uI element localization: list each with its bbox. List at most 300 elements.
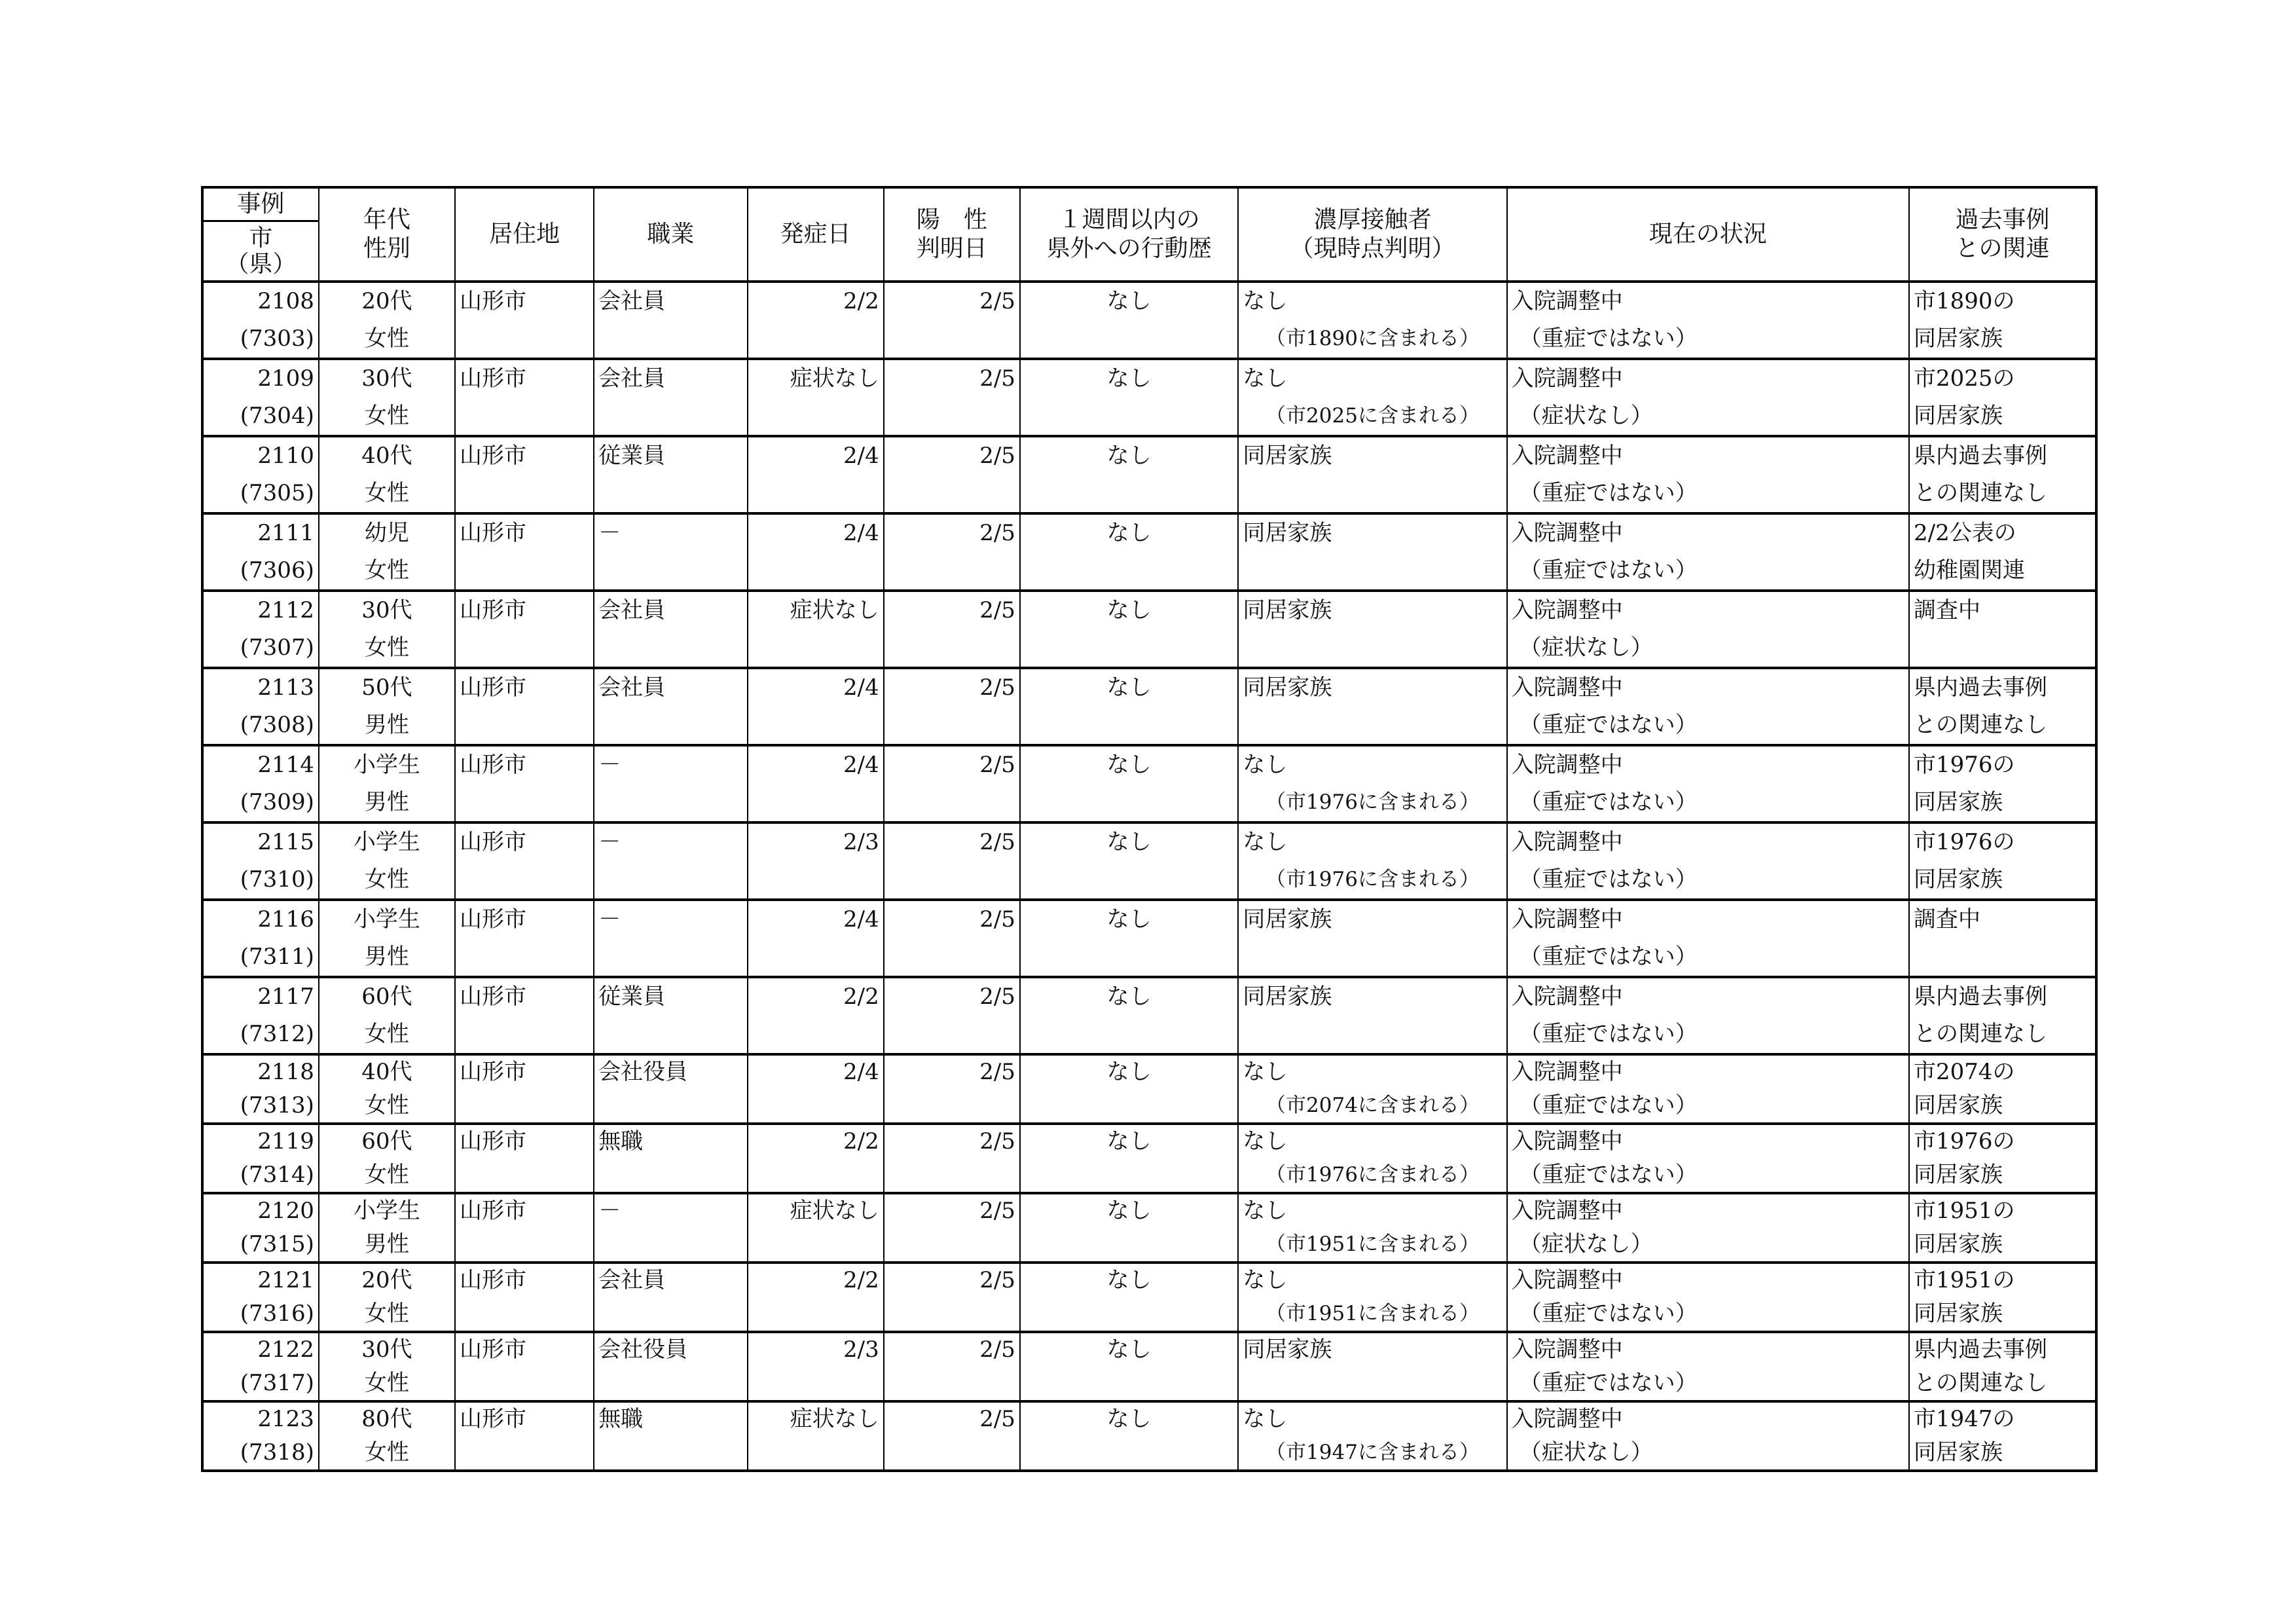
table-cell bbox=[202, 668, 319, 745]
case-table-body bbox=[202, 282, 2096, 1471]
close-contact-note bbox=[1239, 938, 1506, 976]
cell-spacer bbox=[748, 1367, 883, 1400]
past-case-relation-1: 市1951の bbox=[1913, 1267, 2015, 1293]
sex: 男性 bbox=[364, 712, 409, 738]
onset-date: 2/3 bbox=[843, 829, 879, 855]
case-pref-number: (7304) bbox=[240, 403, 314, 429]
table-cell bbox=[1909, 977, 2096, 1054]
current-status-note: （重症ではない） bbox=[1519, 1021, 1698, 1047]
cell-spacer bbox=[456, 1016, 593, 1053]
onset-date: 2/3 bbox=[843, 1337, 879, 1363]
onset-date: 症状なし bbox=[790, 597, 879, 623]
positive-date: 2/5 bbox=[979, 1059, 1015, 1085]
table-row bbox=[202, 1263, 2096, 1332]
cell-spacer bbox=[748, 1158, 883, 1192]
travel-history: なし bbox=[1106, 1406, 1152, 1432]
table-cell bbox=[1507, 977, 1909, 1054]
cell-spacer bbox=[748, 938, 883, 976]
table-cell bbox=[884, 1332, 1020, 1401]
cell-spacer bbox=[594, 861, 746, 898]
residence: 山形市 bbox=[460, 1406, 526, 1432]
table-cell bbox=[455, 745, 594, 822]
table-cell bbox=[748, 977, 884, 1054]
occupation: 従業員 bbox=[598, 984, 666, 1010]
cell-spacer bbox=[884, 938, 1019, 976]
travel-history: なし bbox=[1106, 1198, 1152, 1224]
cell-spacer bbox=[1021, 1297, 1237, 1331]
table-row bbox=[202, 822, 2096, 900]
table-cell bbox=[1507, 1263, 1909, 1332]
current-status: 入院調整中 bbox=[1511, 984, 1623, 1010]
positive-date: 2/5 bbox=[979, 288, 1015, 314]
cell-spacer bbox=[748, 707, 883, 744]
onset-date: 2/4 bbox=[843, 906, 879, 932]
table-cell bbox=[884, 1401, 1020, 1471]
table-row bbox=[202, 900, 2096, 977]
cell-spacer bbox=[594, 552, 746, 589]
cell-spacer bbox=[456, 784, 593, 821]
table-cell bbox=[1507, 1332, 1909, 1401]
cell-spacer bbox=[456, 1367, 593, 1400]
close-contact-note: （市2025に含まれる） bbox=[1266, 404, 1480, 428]
cell-spacer bbox=[594, 784, 746, 821]
table-cell bbox=[455, 1193, 594, 1263]
header-case bbox=[202, 187, 319, 282]
current-status: 入院調整中 bbox=[1511, 1406, 1623, 1432]
table-cell bbox=[1909, 1124, 2096, 1193]
close-contact: なし bbox=[1243, 365, 1288, 392]
table-cell bbox=[1020, 1193, 1238, 1263]
case-pref-number: (7313) bbox=[240, 1092, 314, 1118]
current-status-note: （重症ではない） bbox=[1519, 325, 1698, 352]
close-contact: 同居家族 bbox=[1243, 674, 1332, 701]
table-cell bbox=[748, 591, 884, 668]
cell-spacer bbox=[884, 1367, 1019, 1400]
cell-spacer bbox=[456, 1089, 593, 1122]
residence: 山形市 bbox=[460, 443, 526, 469]
table-cell bbox=[202, 1124, 319, 1193]
table-cell bbox=[1238, 1054, 1506, 1124]
occupation: 無職 bbox=[598, 1406, 644, 1432]
case-pref-number: (7303) bbox=[240, 325, 314, 352]
table-cell bbox=[594, 822, 747, 900]
past-case-relation-1: 市1976の bbox=[1913, 829, 2015, 855]
positive-date: 2/5 bbox=[979, 1267, 1015, 1293]
case-city-number: 2118 bbox=[257, 1059, 314, 1085]
occupation: 会社員 bbox=[598, 1267, 666, 1293]
cell-spacer bbox=[1021, 397, 1237, 435]
close-contact-note bbox=[1239, 1016, 1506, 1053]
table-cell bbox=[594, 1193, 747, 1263]
table-cell bbox=[884, 591, 1020, 668]
positive-date: 2/5 bbox=[979, 906, 1015, 932]
occupation: 会社員 bbox=[598, 288, 666, 314]
table-cell bbox=[1507, 745, 1909, 822]
table-cell bbox=[748, 668, 884, 745]
table-cell bbox=[1507, 1401, 1909, 1471]
table-cell bbox=[1020, 900, 1238, 977]
positive-date: 2/5 bbox=[979, 443, 1015, 469]
close-contact: なし bbox=[1243, 1059, 1288, 1085]
cell-spacer bbox=[1021, 1089, 1237, 1122]
close-contact-note: （市1890に含まれる） bbox=[1266, 327, 1480, 350]
travel-history: なし bbox=[1106, 443, 1152, 469]
cell-spacer bbox=[884, 552, 1019, 589]
cell-spacer bbox=[748, 1089, 883, 1122]
table-cell bbox=[1909, 745, 2096, 822]
residence: 山形市 bbox=[460, 674, 526, 701]
case-pref-number: (7308) bbox=[240, 712, 314, 738]
age-group: 小学生 bbox=[353, 906, 420, 932]
table-cell bbox=[748, 1124, 884, 1193]
case-pref-number: (7318) bbox=[240, 1439, 314, 1466]
cell-spacer bbox=[884, 1228, 1019, 1261]
table-row bbox=[202, 668, 2096, 745]
current-status-note: （重症ではない） bbox=[1519, 557, 1698, 583]
travel-history: なし bbox=[1106, 752, 1152, 778]
past-case-relation-2: 同居家族 bbox=[1913, 866, 2003, 893]
table-cell bbox=[202, 513, 319, 591]
current-status: 入院調整中 bbox=[1511, 906, 1623, 932]
current-status: 入院調整中 bbox=[1511, 674, 1623, 701]
past-case-relation-1: 市1976の bbox=[1913, 1128, 2015, 1154]
close-contact: 同居家族 bbox=[1243, 984, 1332, 1010]
table-cell bbox=[1238, 513, 1506, 591]
residence: 山形市 bbox=[460, 984, 526, 1010]
table-cell bbox=[202, 282, 319, 359]
table-cell bbox=[319, 745, 455, 822]
occupation: － bbox=[598, 520, 621, 546]
table-cell bbox=[748, 822, 884, 900]
table-cell bbox=[1238, 436, 1506, 513]
occupation: 会社役員 bbox=[598, 1337, 688, 1363]
travel-history: なし bbox=[1106, 674, 1152, 701]
case-pref-number: (7315) bbox=[240, 1231, 314, 1257]
table-cell bbox=[748, 436, 884, 513]
table-cell bbox=[594, 977, 747, 1054]
table-cell bbox=[594, 900, 747, 977]
table-cell bbox=[748, 513, 884, 591]
sex: 女性 bbox=[364, 557, 409, 583]
table-cell bbox=[1909, 668, 2096, 745]
table-cell bbox=[202, 977, 319, 1054]
sex: 男性 bbox=[364, 944, 409, 970]
table-cell bbox=[748, 745, 884, 822]
header-status: 現在の状況 bbox=[1507, 187, 1909, 282]
table-cell bbox=[202, 1263, 319, 1332]
header-row bbox=[202, 187, 2096, 282]
cell-spacer bbox=[456, 629, 593, 667]
table-row bbox=[202, 591, 2096, 668]
sex: 女性 bbox=[364, 1370, 409, 1396]
current-status: 入院調整中 bbox=[1511, 1128, 1623, 1154]
header-travel-1: １週間以内の bbox=[1058, 206, 1200, 233]
past-case-relation-2: 同居家族 bbox=[1913, 1092, 2003, 1118]
header-age: 年代 bbox=[363, 206, 410, 233]
table-cell bbox=[594, 1054, 747, 1124]
case-city-number: 2120 bbox=[257, 1198, 314, 1224]
cell-spacer bbox=[884, 475, 1019, 512]
table-cell bbox=[1909, 1193, 2096, 1263]
header-positive-2: 判明日 bbox=[916, 235, 987, 262]
table-cell bbox=[1507, 900, 1909, 977]
positive-date: 2/5 bbox=[979, 1128, 1015, 1154]
close-contact-note bbox=[1239, 1367, 1506, 1400]
cell-spacer bbox=[594, 475, 746, 512]
cell-spacer bbox=[1021, 1228, 1237, 1261]
cell-spacer bbox=[1021, 1016, 1237, 1053]
cell-spacer bbox=[456, 552, 593, 589]
header-positive-1: 陽 性 bbox=[916, 206, 987, 233]
table-cell bbox=[748, 1193, 884, 1263]
cell-spacer bbox=[884, 1158, 1019, 1192]
current-status-note: （重症ではない） bbox=[1519, 1370, 1698, 1396]
current-status-note: （重症ではない） bbox=[1519, 866, 1698, 893]
table-cell bbox=[1909, 282, 2096, 359]
close-contact: 同居家族 bbox=[1243, 520, 1332, 546]
cell-spacer bbox=[748, 1436, 883, 1469]
close-contact: なし bbox=[1243, 1198, 1288, 1224]
close-contact-note bbox=[1239, 552, 1506, 589]
close-contact-note: （市2074に含まれる） bbox=[1266, 1094, 1480, 1117]
cell-spacer bbox=[884, 861, 1019, 898]
past-case-relation-1: 市2025の bbox=[1913, 365, 2015, 392]
current-status-note: （重症ではない） bbox=[1519, 789, 1698, 815]
case-city-number: 2108 bbox=[257, 288, 314, 314]
table-cell bbox=[319, 822, 455, 900]
cell-spacer bbox=[1021, 629, 1237, 667]
table-cell bbox=[455, 1332, 594, 1401]
travel-history: なし bbox=[1106, 1337, 1152, 1363]
table-cell bbox=[1507, 1193, 1909, 1263]
occupation: 無職 bbox=[598, 1128, 644, 1154]
past-case-relation-2 bbox=[1910, 938, 2095, 976]
current-status-note: （症状なし） bbox=[1519, 1439, 1653, 1466]
residence: 山形市 bbox=[460, 1198, 526, 1224]
table-cell bbox=[884, 822, 1020, 900]
table-cell bbox=[202, 900, 319, 977]
cell-spacer bbox=[456, 1158, 593, 1192]
travel-history: なし bbox=[1106, 1059, 1152, 1085]
past-case-relation-1: 市1976の bbox=[1913, 752, 2015, 778]
table-cell bbox=[1507, 822, 1909, 900]
close-contact: なし bbox=[1243, 1128, 1288, 1154]
cell-spacer bbox=[1021, 552, 1237, 589]
table-cell bbox=[1238, 900, 1506, 977]
cell-spacer bbox=[594, 1016, 746, 1053]
age-group: 30代 bbox=[361, 1337, 412, 1363]
cell-spacer bbox=[884, 397, 1019, 435]
table-cell bbox=[1507, 668, 1909, 745]
table-cell bbox=[1507, 282, 1909, 359]
current-status: 入院調整中 bbox=[1511, 829, 1623, 855]
table-cell bbox=[319, 1332, 455, 1401]
current-status: 入院調整中 bbox=[1511, 1337, 1623, 1363]
sex: 女性 bbox=[364, 480, 409, 506]
cell-spacer bbox=[456, 320, 593, 358]
table-cell bbox=[748, 900, 884, 977]
positive-date: 2/5 bbox=[979, 674, 1015, 701]
table-cell bbox=[455, 513, 594, 591]
case-pref-number: (7317) bbox=[240, 1370, 314, 1396]
residence: 山形市 bbox=[460, 597, 526, 623]
table-cell bbox=[1909, 900, 2096, 977]
case-pref-number: (7306) bbox=[240, 557, 314, 583]
table-cell bbox=[594, 513, 747, 591]
cell-spacer bbox=[748, 1297, 883, 1331]
cell-spacer bbox=[594, 938, 746, 976]
positive-date: 2/5 bbox=[979, 520, 1015, 546]
table-cell bbox=[319, 1193, 455, 1263]
table-row bbox=[202, 1401, 2096, 1471]
table-cell bbox=[884, 1124, 1020, 1193]
table-cell bbox=[1909, 1263, 2096, 1332]
occupation: 会社員 bbox=[598, 597, 666, 623]
case-city-number: 2109 bbox=[257, 365, 314, 392]
table-cell bbox=[1020, 668, 1238, 745]
travel-history: なし bbox=[1106, 365, 1152, 392]
close-contact-note: （市1951に含まれる） bbox=[1266, 1302, 1480, 1325]
age-group: 30代 bbox=[361, 365, 412, 392]
table-row bbox=[202, 745, 2096, 822]
case-city-number: 2112 bbox=[257, 597, 314, 623]
residence: 山形市 bbox=[460, 1128, 526, 1154]
age-group: 小学生 bbox=[353, 829, 420, 855]
table-cell bbox=[1020, 513, 1238, 591]
table-cell bbox=[202, 1193, 319, 1263]
table-cell bbox=[455, 436, 594, 513]
header-travel bbox=[1020, 187, 1238, 282]
past-case-relation-1: 市1890の bbox=[1913, 288, 2015, 314]
current-status: 入院調整中 bbox=[1511, 1267, 1623, 1293]
cell-spacer bbox=[884, 1297, 1019, 1331]
table-cell bbox=[884, 977, 1020, 1054]
age-group: 小学生 bbox=[353, 752, 420, 778]
header-positive bbox=[884, 187, 1020, 282]
close-contact-note bbox=[1239, 629, 1506, 667]
close-contact: なし bbox=[1243, 1267, 1288, 1293]
table-cell bbox=[748, 1401, 884, 1471]
table-cell bbox=[594, 359, 747, 436]
table-cell bbox=[202, 745, 319, 822]
case-pref-number: (7305) bbox=[240, 480, 314, 506]
positive-date: 2/5 bbox=[979, 1337, 1015, 1363]
sex: 女性 bbox=[364, 866, 409, 893]
table-cell bbox=[1020, 822, 1238, 900]
past-case-relation-1: 市1947の bbox=[1913, 1406, 2015, 1432]
past-case-relation-2 bbox=[1910, 629, 2095, 667]
current-status-note: （重症ではない） bbox=[1519, 944, 1698, 970]
table-cell bbox=[748, 1054, 884, 1124]
close-contact: なし bbox=[1243, 1406, 1288, 1432]
cell-spacer bbox=[884, 1016, 1019, 1053]
cell-spacer bbox=[1021, 707, 1237, 744]
table-cell bbox=[202, 822, 319, 900]
current-status-note: （症状なし） bbox=[1519, 403, 1653, 429]
past-case-relation-1: 県内過去事例 bbox=[1913, 1337, 2047, 1363]
onset-date: 2/4 bbox=[843, 752, 879, 778]
current-status-note: （症状なし） bbox=[1519, 1231, 1653, 1257]
residence: 山形市 bbox=[460, 365, 526, 392]
table-cell bbox=[319, 977, 455, 1054]
table-cell bbox=[1507, 513, 1909, 591]
current-status: 入院調整中 bbox=[1511, 752, 1623, 778]
past-case-relation-2: との関連なし bbox=[1913, 480, 2047, 506]
close-contact: なし bbox=[1243, 829, 1288, 855]
travel-history: なし bbox=[1106, 984, 1152, 1010]
age-group: 幼児 bbox=[364, 520, 409, 546]
table-cell bbox=[455, 359, 594, 436]
table-cell bbox=[594, 591, 747, 668]
header-sex: 性別 bbox=[363, 235, 410, 262]
onset-date: 2/2 bbox=[843, 1267, 879, 1293]
table-cell bbox=[319, 1124, 455, 1193]
table-cell bbox=[1909, 1054, 2096, 1124]
cell-spacer bbox=[594, 1228, 746, 1261]
table-cell bbox=[202, 1332, 319, 1401]
positive-date: 2/5 bbox=[979, 365, 1015, 392]
cell-spacer bbox=[456, 1297, 593, 1331]
header-occupation: 職業 bbox=[594, 187, 747, 282]
cell-spacer bbox=[1021, 320, 1237, 358]
table-cell bbox=[594, 436, 747, 513]
onset-date: 2/4 bbox=[843, 520, 879, 546]
past-case-relation-2: 同居家族 bbox=[1913, 1162, 2003, 1188]
cell-spacer bbox=[594, 1089, 746, 1122]
table-cell bbox=[202, 1054, 319, 1124]
cell-spacer bbox=[884, 707, 1019, 744]
past-case-relation-1: 市2074の bbox=[1913, 1059, 2015, 1085]
past-case-relation-2: 同居家族 bbox=[1913, 325, 2003, 352]
current-status: 入院調整中 bbox=[1511, 1198, 1623, 1224]
table-cell bbox=[319, 1054, 455, 1124]
onset-date: 2/4 bbox=[843, 674, 879, 701]
cell-spacer bbox=[1021, 1367, 1237, 1400]
table-cell bbox=[1909, 822, 2096, 900]
current-status: 入院調整中 bbox=[1511, 1059, 1623, 1085]
past-case-relation-2: 同居家族 bbox=[1913, 1301, 2003, 1327]
header-contacts-1: 濃厚接触者 bbox=[1313, 206, 1432, 233]
table-cell bbox=[1909, 1401, 2096, 1471]
sex: 女性 bbox=[364, 1439, 409, 1466]
sex: 女性 bbox=[364, 1301, 409, 1327]
close-contact-note: （市1976に含まれる） bbox=[1266, 1163, 1480, 1187]
table-cell bbox=[884, 1054, 1020, 1124]
case-pref-number: (7310) bbox=[240, 866, 314, 893]
table-cell bbox=[594, 1124, 747, 1193]
case-pref-number: (7314) bbox=[240, 1162, 314, 1188]
occupation: 会社員 bbox=[598, 674, 666, 701]
occupation: － bbox=[598, 906, 621, 932]
table-row bbox=[202, 1124, 2096, 1193]
header-residence: 居住地 bbox=[455, 187, 594, 282]
header-onset: 発症日 bbox=[748, 187, 884, 282]
header-case-bottom-1: 市 bbox=[249, 224, 273, 251]
cell-spacer bbox=[1021, 1158, 1237, 1192]
sex: 女性 bbox=[364, 1162, 409, 1188]
sex: 女性 bbox=[364, 403, 409, 429]
occupation: － bbox=[598, 752, 621, 778]
table-cell bbox=[1020, 1054, 1238, 1124]
travel-history: なし bbox=[1106, 288, 1152, 314]
table-cell bbox=[455, 977, 594, 1054]
table-cell bbox=[884, 900, 1020, 977]
table-row bbox=[202, 436, 2096, 513]
table-cell bbox=[1909, 436, 2096, 513]
positive-date: 2/5 bbox=[979, 984, 1015, 1010]
positive-date: 2/5 bbox=[979, 1198, 1015, 1224]
cell-spacer bbox=[1021, 1436, 1237, 1469]
